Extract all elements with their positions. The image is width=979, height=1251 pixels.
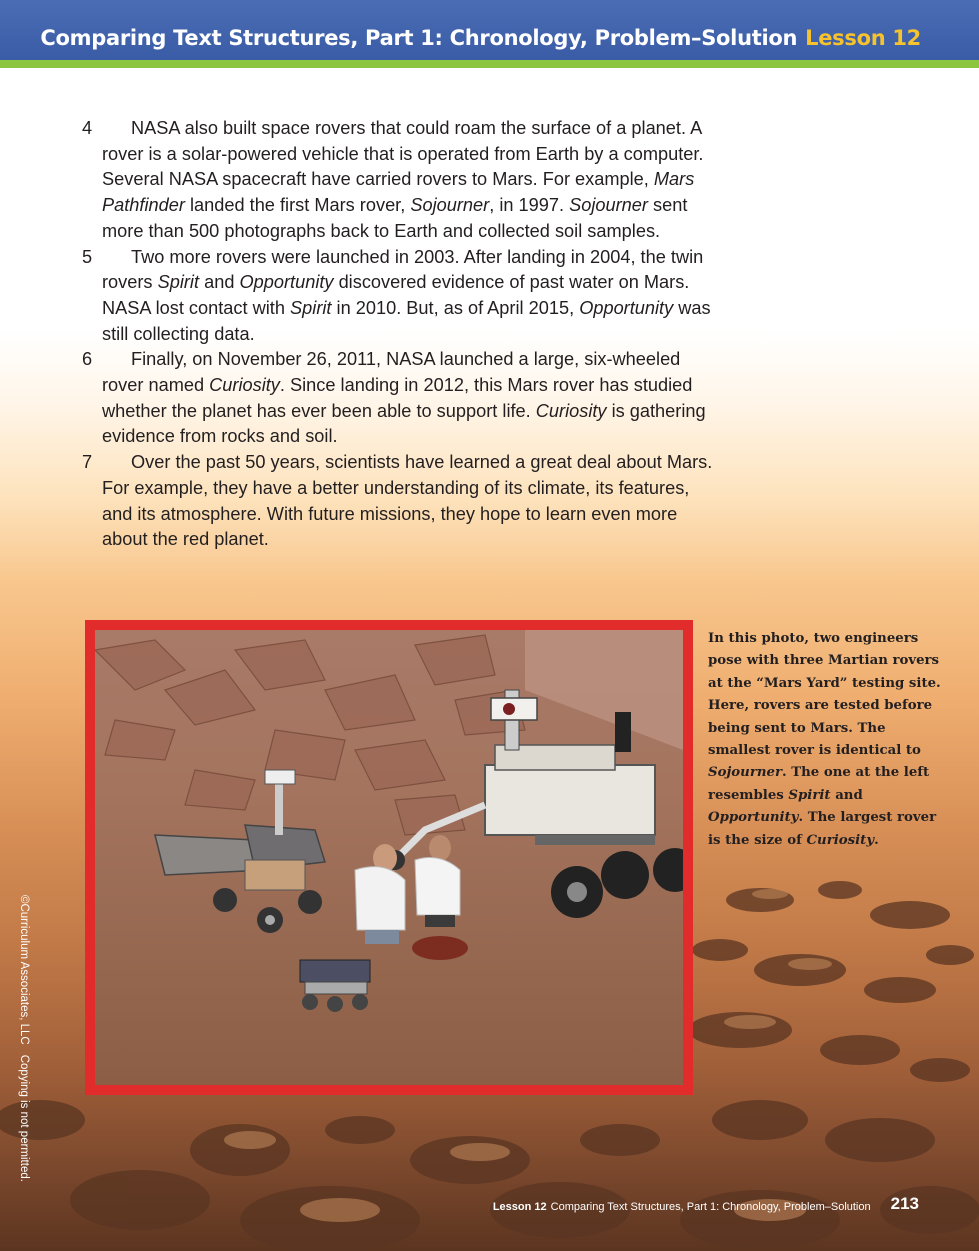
page-footer [493, 1195, 919, 1215]
text-run: . [874, 832, 879, 848]
rover-photo-frame [85, 620, 693, 1095]
paragraph-text [102, 116, 722, 245]
text-run: . The one at the left resembles [708, 765, 930, 803]
paragraph [82, 450, 722, 553]
lesson-label: Lesson 12 [805, 26, 921, 50]
page-number: 213 [890, 1194, 919, 1213]
text-run: NASA also built space rovers that could roam the surface of a planet. A rover is a solar-powered vehicle that is operated from Earth by a computer. Several NASA spacecraft have carried rovers to Mars. For example, [102, 118, 704, 190]
paragraph-number: 5 [82, 246, 93, 267]
paragraph-text [102, 245, 722, 348]
italic-title: Spirit [788, 787, 831, 803]
italic-title: Curiosity [209, 375, 280, 396]
text-run: was still collecting data. [102, 297, 711, 344]
italic-title: Curiosity [806, 832, 875, 848]
italic-title: Spirit [290, 297, 332, 318]
text-run: is gathering evidence from rocks and soil. [102, 400, 706, 447]
italic-title: Sojourner [569, 195, 648, 216]
text-run: in 2010. But, as of April 2015, [331, 297, 580, 318]
italic-title: Opportunity [708, 810, 799, 826]
italic-title: Sojourner [708, 765, 782, 781]
footer-lesson-title: Comparing Text Structures, Part 1: Chronology, Problem–Solution [550, 1201, 871, 1213]
sojourner-rover [300, 960, 370, 1012]
paragraph-text [102, 450, 722, 553]
photo-caption [708, 628, 943, 852]
paragraph-number: 6 [82, 349, 93, 370]
paragraph [82, 245, 722, 348]
text-run: sent more than 500 photographs back to Earth and collected soil samples. [102, 195, 688, 241]
text-run: Over the past 50 years, scientists have learned a great deal about Mars. For example, they have a better understanding of its climate, its features, and its atmosphere. With future missions, they hope to learn even more about the red planet. [102, 452, 713, 550]
text-run: . The largest rover is the size of [708, 810, 937, 848]
copyright-owner: ©Curriculum Associates, LLC [18, 895, 30, 1045]
copyright-notice [18, 895, 30, 1192]
paragraph-number: 7 [82, 452, 93, 473]
italic-title: Opportunity [239, 272, 334, 293]
paragraph [82, 116, 722, 245]
paragraph [82, 347, 722, 450]
italic-title: Opportunity [579, 297, 674, 318]
paragraph-text [102, 347, 722, 450]
page-header-title: Comparing Text Structures, Part 1: Chronology, Problem–Solution Lesson 12 [40, 26, 921, 50]
footer-lesson-label: Lesson 12 [492, 1201, 547, 1213]
header-banner [0, 0, 979, 60]
article-text [82, 116, 722, 553]
copyright-text: Copying is not permitted. [18, 1054, 30, 1182]
text-run: discovered evidence of past water on Mars. NASA lost contact with [102, 272, 690, 318]
text-run: landed the first Mars rover, [184, 195, 411, 216]
text-run: and [199, 272, 240, 293]
header-stripe [0, 60, 979, 68]
text-run: . Since landing in 2012, this Mars rover has studied whether the planet has ever been able to support life. [102, 375, 693, 421]
italic-title: Mars Pathfinder [102, 169, 695, 216]
mars-rovers-photo [95, 630, 683, 1085]
italic-title: Sojourner [410, 195, 490, 216]
text-run: Two more rovers were launched in 2003. After landing in 2004, the twin rovers [102, 246, 704, 293]
text-run: In this photo, two engineers pose with three Martian rovers at the “Mars Yard” testing site. Here, rovers are tested before being sent to Mars. The smallest rover is identical to [708, 631, 941, 759]
text-run: , in 1997. [489, 195, 570, 216]
text-run: Finally, on November 26, 2011, NASA launched a large, six-wheeled rover named [102, 349, 681, 396]
italic-title: Curiosity [535, 400, 607, 421]
italic-title: Spirit [157, 272, 200, 293]
text-run: and [830, 787, 863, 803]
paragraph-number: 4 [82, 118, 93, 138]
